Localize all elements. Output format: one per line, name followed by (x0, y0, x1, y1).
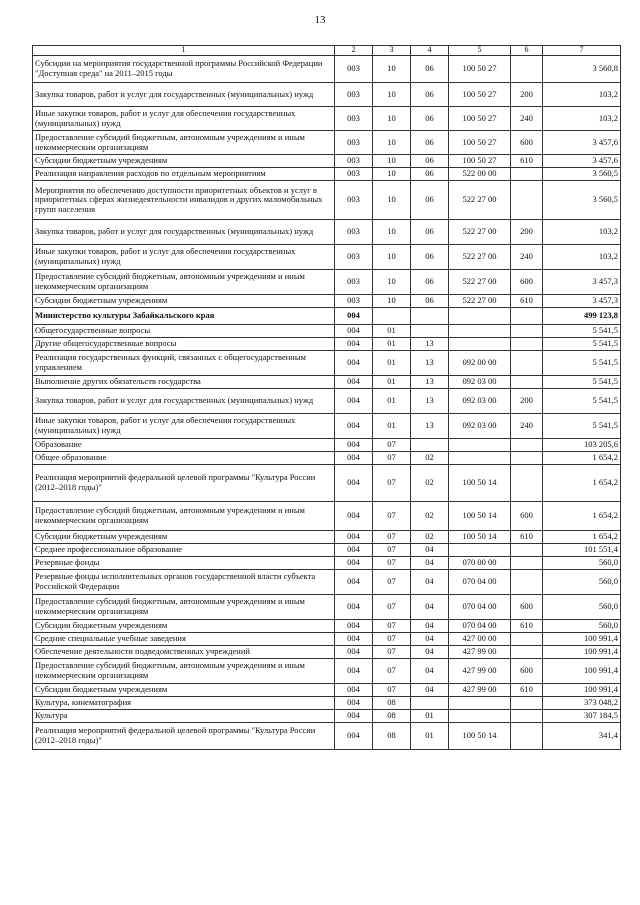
amount: 5 541,5 (543, 389, 621, 414)
line-item-name: Реализация направления расходов по отдельным мероприятиям (33, 168, 335, 181)
target-article-code: 070 04 00 (449, 570, 511, 595)
target-article-code: 100 50 27 (449, 155, 511, 168)
target-article-code: 100 50 14 (449, 502, 511, 531)
subsection-code: 06 (411, 131, 449, 155)
amount: 1 654,2 (543, 452, 621, 465)
expense-type-code: 600 (511, 270, 543, 295)
section-code: 07 (373, 633, 411, 646)
line-item-name: Резервные фонды (33, 557, 335, 570)
amount: 100 991,4 (543, 646, 621, 659)
amount: 560,0 (543, 570, 621, 595)
section-code: 10 (373, 56, 411, 83)
amount: 307 184,5 (543, 710, 621, 723)
table-row (33, 531, 621, 544)
table-row (33, 168, 621, 181)
line-item-name: Субсидии на мероприятия государственной программы Российской Федерации "Доступная среда" на 2011–2015 годы (33, 56, 335, 83)
line-item-name: Реализация государственных функций, связанных с общегосударственным управлением (33, 351, 335, 376)
ministry-code: 003 (335, 220, 373, 245)
column-number: 5 (449, 46, 511, 56)
column-number: 2 (335, 46, 373, 56)
table-row (33, 465, 621, 502)
table-row (33, 502, 621, 531)
expense-type-code: 610 (511, 295, 543, 308)
section-code: 07 (373, 557, 411, 570)
section-code: 07 (373, 531, 411, 544)
line-item-name: Предоставление субсидий бюджетным, автономным учреждениям и иным некоммерческим организациям (33, 131, 335, 155)
expense-type-code (511, 723, 543, 750)
amount: 100 991,4 (543, 659, 621, 684)
ministry-code: 004 (335, 414, 373, 439)
amount: 3 457,3 (543, 295, 621, 308)
section-code: 10 (373, 155, 411, 168)
section-code: 07 (373, 502, 411, 531)
section-code: 01 (373, 389, 411, 414)
expense-type-code (511, 308, 543, 325)
subsection-code: 06 (411, 245, 449, 270)
section-code: 01 (373, 376, 411, 389)
amount: 100 991,4 (543, 633, 621, 646)
subsection-code: 06 (411, 168, 449, 181)
amount: 103 205,6 (543, 439, 621, 452)
expense-type-code: 240 (511, 245, 543, 270)
expense-type-code (511, 376, 543, 389)
ministry-code: 004 (335, 531, 373, 544)
amount: 101 551,4 (543, 544, 621, 557)
line-item-name: Общегосударственные вопросы (33, 325, 335, 338)
target-article-code: 100 50 27 (449, 107, 511, 131)
amount: 3 457,6 (543, 155, 621, 168)
expense-type-code (511, 56, 543, 83)
ministry-code: 004 (335, 570, 373, 595)
line-item-name: Резервные фонды исполнительных органов государственной власти субъекта Российской Федерации (33, 570, 335, 595)
section-code: 01 (373, 338, 411, 351)
target-article-code: 100 50 27 (449, 131, 511, 155)
table-row (33, 414, 621, 439)
ministry-code: 004 (335, 646, 373, 659)
amount: 5 541,5 (543, 338, 621, 351)
subsection-code: 13 (411, 338, 449, 351)
expense-type-code: 240 (511, 414, 543, 439)
section-code: 07 (373, 646, 411, 659)
line-item-name: Иные закупки товаров, работ и услуг для обеспечения государственных (муниципальных) нужд (33, 107, 335, 131)
table-row (33, 710, 621, 723)
target-article-code (449, 710, 511, 723)
target-article-code: 070 00 00 (449, 557, 511, 570)
subsection-code: 02 (411, 502, 449, 531)
target-article-code: 427 99 00 (449, 684, 511, 697)
table-row (33, 220, 621, 245)
column-number: 6 (511, 46, 543, 56)
section-code: 07 (373, 595, 411, 620)
target-article-code: 522 27 00 (449, 181, 511, 220)
line-item-name: Министерство культуры Забайкальского края (33, 308, 335, 325)
ministry-code: 004 (335, 710, 373, 723)
ministry-code: 004 (335, 544, 373, 557)
table-row (33, 308, 621, 325)
line-item-name: Мероприятия по обеспечению доступности приоритетных объектов и услуг в приоритетных сферах жизнедеятельности инвалидов и других маломобильных групп населения (33, 181, 335, 220)
target-article-code (449, 452, 511, 465)
target-article-code: 522 27 00 (449, 295, 511, 308)
section-code: 01 (373, 414, 411, 439)
section-code: 07 (373, 544, 411, 557)
ministry-code: 003 (335, 181, 373, 220)
subsection-code: 02 (411, 465, 449, 502)
target-article-code: 100 50 14 (449, 531, 511, 544)
target-article-code (449, 544, 511, 557)
subsection-code (411, 697, 449, 710)
expense-type-code (511, 697, 543, 710)
table-row (33, 181, 621, 220)
table-row (33, 697, 621, 710)
target-article-code: 427 00 00 (449, 633, 511, 646)
target-article-code: 522 00 00 (449, 168, 511, 181)
table-row (33, 684, 621, 697)
expense-type-code: 600 (511, 131, 543, 155)
target-article-code: 070 04 00 (449, 620, 511, 633)
line-item-name: Обеспечение деятельности подведомственных учреждений (33, 646, 335, 659)
table-row (33, 376, 621, 389)
subsection-code: 02 (411, 452, 449, 465)
section-code: 08 (373, 710, 411, 723)
ministry-code: 003 (335, 295, 373, 308)
ministry-code: 004 (335, 439, 373, 452)
line-item-name: Среднее профессиональное образование (33, 544, 335, 557)
line-item-name: Иные закупки товаров, работ и услуг для обеспечения государственных (муниципальных) нужд (33, 245, 335, 270)
subsection-code: 06 (411, 220, 449, 245)
column-number: 7 (543, 46, 621, 56)
subsection-code: 06 (411, 181, 449, 220)
section-code: 10 (373, 270, 411, 295)
table-row (33, 338, 621, 351)
expense-type-code (511, 181, 543, 220)
expense-type-code (511, 633, 543, 646)
section-code: 07 (373, 439, 411, 452)
amount: 3 560,5 (543, 168, 621, 181)
amount: 3 457,3 (543, 270, 621, 295)
section-code (373, 308, 411, 325)
line-item-name: Реализация мероприятий федеральной целевой программы "Культура России (2012–2018 годы)" (33, 723, 335, 750)
column-number: 1 (33, 46, 335, 56)
ministry-code: 004 (335, 465, 373, 502)
target-article-code: 522 27 00 (449, 270, 511, 295)
target-article-code: 092 03 00 (449, 389, 511, 414)
amount: 341,4 (543, 723, 621, 750)
expense-type-code: 200 (511, 220, 543, 245)
expense-type-code (511, 557, 543, 570)
table-row (33, 131, 621, 155)
table-row (33, 595, 621, 620)
page-number: 13 (314, 14, 326, 26)
ministry-code: 004 (335, 452, 373, 465)
line-item-name: Закупка товаров, работ и услуг для государственных (муниципальных) нужд (33, 83, 335, 107)
ministry-code: 004 (335, 620, 373, 633)
target-article-code (449, 697, 511, 710)
amount: 3 560,5 (543, 181, 621, 220)
ministry-code: 004 (335, 351, 373, 376)
subsection-code: 13 (411, 351, 449, 376)
ministry-code: 003 (335, 131, 373, 155)
subsection-code: 04 (411, 620, 449, 633)
table-row (33, 439, 621, 452)
line-item-name: Субсидии бюджетным учреждениям (33, 531, 335, 544)
ministry-code: 004 (335, 697, 373, 710)
line-item-name: Предоставление субсидий бюджетным, автономным учреждениям и иным некоммерческим организациям (33, 659, 335, 684)
ministry-code: 004 (335, 338, 373, 351)
line-item-name: Выполнение других обязательств государства (33, 376, 335, 389)
subsection-code: 01 (411, 710, 449, 723)
line-item-name: Субсидии бюджетным учреждениям (33, 295, 335, 308)
section-code: 01 (373, 325, 411, 338)
subsection-code: 04 (411, 570, 449, 595)
expense-type-code (511, 570, 543, 595)
line-item-name: Субсидии бюджетным учреждениям (33, 684, 335, 697)
target-article-code (449, 439, 511, 452)
amount: 560,0 (543, 620, 621, 633)
budget-table-body (33, 46, 621, 750)
target-article-code: 100 50 14 (449, 723, 511, 750)
ministry-code: 003 (335, 56, 373, 83)
ministry-code: 003 (335, 155, 373, 168)
expense-type-code: 200 (511, 83, 543, 107)
expense-type-code (511, 544, 543, 557)
expense-type-code (511, 439, 543, 452)
expense-type-code (511, 168, 543, 181)
subsection-code (411, 325, 449, 338)
amount: 3 560,8 (543, 56, 621, 83)
section-code: 10 (373, 131, 411, 155)
table-row (33, 351, 621, 376)
amount: 560,0 (543, 557, 621, 570)
target-article-code: 092 03 00 (449, 376, 511, 389)
section-code: 07 (373, 452, 411, 465)
target-article-code: 100 50 14 (449, 465, 511, 502)
budget-table (32, 45, 621, 750)
amount: 373 048,2 (543, 697, 621, 710)
section-code: 07 (373, 659, 411, 684)
section-code: 10 (373, 295, 411, 308)
subsection-code (411, 308, 449, 325)
line-item-name: Культура (33, 710, 335, 723)
table-row (33, 659, 621, 684)
amount: 3 457,6 (543, 131, 621, 155)
target-article-code: 427 99 00 (449, 646, 511, 659)
table-row (33, 646, 621, 659)
section-code: 07 (373, 684, 411, 697)
section-code: 08 (373, 697, 411, 710)
section-code: 07 (373, 620, 411, 633)
line-item-name: Субсидии бюджетным учреждениям (33, 620, 335, 633)
expense-type-code: 600 (511, 502, 543, 531)
expense-type-code: 610 (511, 531, 543, 544)
target-article-code: 427 99 00 (449, 659, 511, 684)
expense-type-code (511, 325, 543, 338)
table-row (33, 570, 621, 595)
table-row (33, 633, 621, 646)
ministry-code: 003 (335, 107, 373, 131)
target-article-code (449, 325, 511, 338)
amount: 1 654,2 (543, 465, 621, 502)
expense-type-code (511, 452, 543, 465)
expense-type-code: 200 (511, 389, 543, 414)
ministry-code: 004 (335, 684, 373, 697)
target-article-code: 092 03 00 (449, 414, 511, 439)
table-row (33, 544, 621, 557)
ministry-code: 004 (335, 376, 373, 389)
expense-type-code: 600 (511, 659, 543, 684)
subsection-code: 06 (411, 295, 449, 308)
target-article-code: 100 50 27 (449, 56, 511, 83)
target-article-code (449, 338, 511, 351)
ministry-code: 004 (335, 325, 373, 338)
subsection-code: 06 (411, 56, 449, 83)
table-row (33, 452, 621, 465)
subsection-code: 04 (411, 684, 449, 697)
line-item-name: Другие общегосударственные вопросы (33, 338, 335, 351)
section-code: 07 (373, 570, 411, 595)
subsection-code: 13 (411, 389, 449, 414)
table-row (33, 295, 621, 308)
amount: 5 541,5 (543, 325, 621, 338)
subsection-code: 06 (411, 83, 449, 107)
ministry-code: 004 (335, 389, 373, 414)
line-item-name: Иные закупки товаров, работ и услуг для обеспечения государственных (муниципальных) нужд (33, 414, 335, 439)
ministry-code: 003 (335, 83, 373, 107)
subsection-code: 13 (411, 414, 449, 439)
section-code: 08 (373, 723, 411, 750)
subsection-code: 04 (411, 646, 449, 659)
line-item-name: Предоставление субсидий бюджетным, автономным учреждениям и иным некоммерческим организациям (33, 270, 335, 295)
target-article-code: 100 50 27 (449, 83, 511, 107)
target-article-code (449, 308, 511, 325)
expense-type-code (511, 465, 543, 502)
amount: 499 123,8 (543, 308, 621, 325)
ministry-code: 003 (335, 270, 373, 295)
subsection-code: 02 (411, 531, 449, 544)
section-code: 07 (373, 465, 411, 502)
table-row (33, 723, 621, 750)
amount: 5 541,5 (543, 351, 621, 376)
amount: 103,2 (543, 245, 621, 270)
table-row (33, 56, 621, 83)
section-code: 10 (373, 220, 411, 245)
column-number-row (33, 46, 621, 56)
subsection-code: 01 (411, 723, 449, 750)
line-item-name: Средние специальные учебные заведения (33, 633, 335, 646)
line-item-name: Предоставление субсидий бюджетным, автономным учреждениям и иным некоммерческим организациям (33, 502, 335, 531)
subsection-code (411, 439, 449, 452)
section-code: 10 (373, 245, 411, 270)
table-row (33, 270, 621, 295)
amount: 103,2 (543, 107, 621, 131)
table-row (33, 83, 621, 107)
ministry-code: 003 (335, 245, 373, 270)
section-code: 10 (373, 83, 411, 107)
ministry-code: 004 (335, 595, 373, 620)
ministry-code: 003 (335, 168, 373, 181)
table-row (33, 325, 621, 338)
subsection-code: 06 (411, 155, 449, 168)
column-number: 3 (373, 46, 411, 56)
target-article-code: 522 27 00 (449, 220, 511, 245)
line-item-name: Предоставление субсидий бюджетным, автономным учреждениям и иным некоммерческим организациям (33, 595, 335, 620)
section-code: 10 (373, 168, 411, 181)
table-row (33, 557, 621, 570)
amount: 5 541,5 (543, 414, 621, 439)
amount: 103,2 (543, 220, 621, 245)
ministry-code: 004 (335, 723, 373, 750)
subsection-code: 13 (411, 376, 449, 389)
expense-type-code: 600 (511, 595, 543, 620)
table-row (33, 107, 621, 131)
subsection-code: 04 (411, 595, 449, 620)
amount: 1 654,2 (543, 502, 621, 531)
line-item-name: Реализация мероприятий федеральной целевой программы "Культура России (2012–2018 годы)" (33, 465, 335, 502)
table-row (33, 245, 621, 270)
expense-type-code (511, 351, 543, 376)
subsection-code: 04 (411, 544, 449, 557)
expense-type-code (511, 338, 543, 351)
subsection-code: 06 (411, 270, 449, 295)
table-row (33, 389, 621, 414)
amount: 100 991,4 (543, 684, 621, 697)
section-code: 01 (373, 351, 411, 376)
expense-type-code: 610 (511, 684, 543, 697)
subsection-code: 04 (411, 557, 449, 570)
expense-type-code (511, 710, 543, 723)
expense-type-code: 610 (511, 620, 543, 633)
ministry-code: 004 (335, 557, 373, 570)
amount: 560,0 (543, 595, 621, 620)
target-article-code: 070 04 00 (449, 595, 511, 620)
table-row (33, 155, 621, 168)
line-item-name: Культура, кинематография (33, 697, 335, 710)
line-item-name: Закупка товаров, работ и услуг для государственных (муниципальных) нужд (33, 220, 335, 245)
subsection-code: 06 (411, 107, 449, 131)
target-article-code: 522 27 00 (449, 245, 511, 270)
expense-type-code (511, 646, 543, 659)
amount: 5 541,5 (543, 376, 621, 389)
ministry-code: 004 (335, 308, 373, 325)
amount: 1 654,2 (543, 531, 621, 544)
target-article-code: 092 00 00 (449, 351, 511, 376)
line-item-name: Образование (33, 439, 335, 452)
subsection-code: 04 (411, 633, 449, 646)
column-number: 4 (411, 46, 449, 56)
ministry-code: 004 (335, 502, 373, 531)
line-item-name: Субсидии бюджетным учреждениям (33, 155, 335, 168)
section-code: 10 (373, 107, 411, 131)
amount: 103,2 (543, 83, 621, 107)
ministry-code: 004 (335, 633, 373, 646)
subsection-code: 04 (411, 659, 449, 684)
line-item-name: Общее образование (33, 452, 335, 465)
expense-type-code: 610 (511, 155, 543, 168)
line-item-name: Закупка товаров, работ и услуг для государственных (муниципальных) нужд (33, 389, 335, 414)
section-code: 10 (373, 181, 411, 220)
table-row (33, 620, 621, 633)
ministry-code: 004 (335, 659, 373, 684)
expense-type-code: 240 (511, 107, 543, 131)
